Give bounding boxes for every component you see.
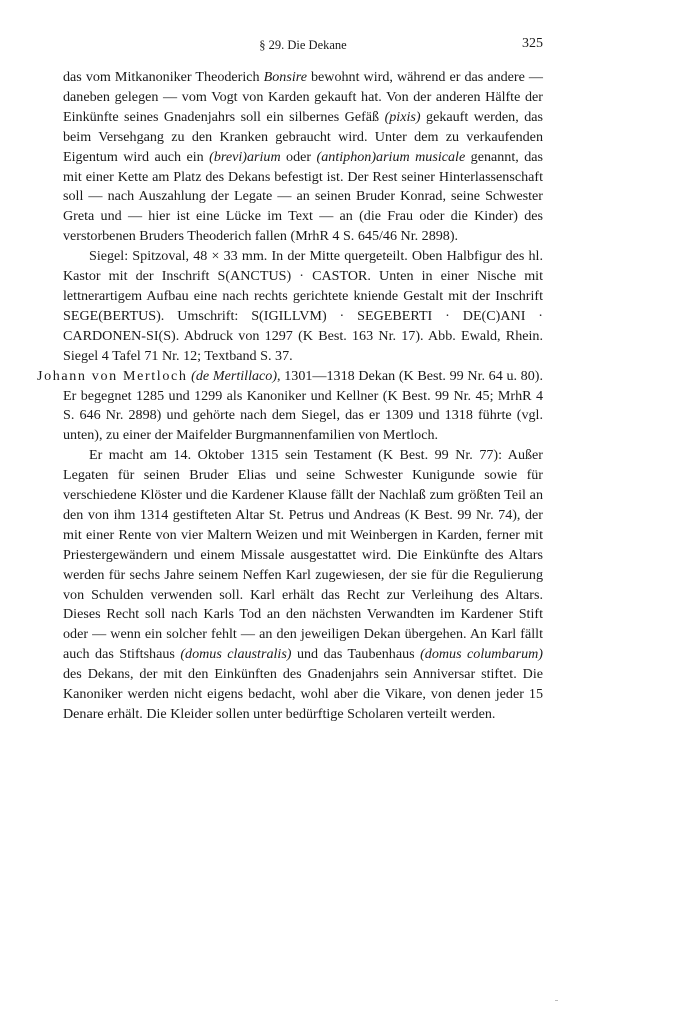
text-run: bewohnt wird, während er das andere — daneben gelegen — vom Vogt von Karden gekauft hat. Von der anderen Hälfte der Einkünfte seines Gnadenjahrs soll ein silbernes Gefäß xyxy=(63,69,543,125)
scan-mark xyxy=(555,1000,558,1001)
text-run: das vom Mitkanoniker Theoderich xyxy=(63,69,264,85)
entry-name: Johann von Mertloch xyxy=(37,367,188,384)
latin-term: (domus claustralis) xyxy=(180,646,292,663)
latin-term: (pixis) xyxy=(384,108,421,125)
text-run: des Dekans, der mit den Einkünften des Gnadenjahrs sein Anniversar stiftet. Die Kanoniker werden nicht eigens bedacht, wohl aber die Vikare, von denen jeder 15 Denare erhält. Die Kleider sollen unter bedürftige Scholaren verteilt werden. xyxy=(63,666,543,722)
paragraph-testament-theoderich xyxy=(63,68,543,247)
running-head: § 29. Die Dekane xyxy=(259,38,347,52)
page-header xyxy=(63,36,543,56)
latin-term: (brevi)arium xyxy=(209,148,281,165)
body-text xyxy=(37,68,543,725)
entry-johann-von-mertloch xyxy=(37,367,543,447)
text-run: Er macht am 14. Oktober 1315 sein Testament (K Best. 99 Nr. 77): Außer Legaten für seinen Bruder Elias und seine Schwester Kunigunde sowie für verschiedene Klöster und die Kardener Klause fällt der Nachlaß zum größten Teil an den von ihm 1314 gestifteten Altar St. Petrus und Andreas (K Best. 99 Nr. 74), der mit einer Rente von vier Maltern Weizen und mit Weinbergen in Karden, ferner mit Priestergewändern und einem Missale ausgestattet wird. Die Einkünfte des Altars werden für sechs Jahre seinem Neffen Karl zugewiesen, der sie für die Regulierung von Schulden verwenden soll. Karl erhält das Recht zur Verleihung des Altars. Dieses Recht soll nach Karls Tod an den nächsten Verwandten im Kardener Stift oder — wenn ein solcher fehlt — an den jeweiligen Dekan übergehen. An Karl fällt auch das Stiftshaus xyxy=(63,447,543,663)
latin-term: (antiphon)arium musicale xyxy=(316,148,466,165)
paragraph-seal: Siegel: Spitzoval, 48 × 33 mm. In der Mitte quergeteilt. Oben Halbfigur des hl. Kastor mit der Inschrift S(ANCTUS) · CASTOR. Unten in einer Nische mit lettnerartigem Aufbau eine nach rechts gerichtete kniende Gestalt mit der Inschrift SEGE(BERTUS). Umschrift: S(IGILLVM) · SEGEBERTI · DE(C)ANI · CARDONEN-SI(S). Abdruck von 1297 (K Best. 163 Nr. 17). Abb. Ewald, Rhein. Siegel 4 Tafel 71 Nr. 12; Textband S. 37. xyxy=(63,248,543,364)
text-run: gekauft werden, das beim Versehgang zu den Kranken gebraucht wird. Unter dem zu verkaufenden Eigentum wird auch ein xyxy=(63,108,543,165)
page-number: 325 xyxy=(522,36,543,51)
latin-term: Bonsire xyxy=(263,69,307,85)
text-run: und das Taubenhaus xyxy=(291,646,421,663)
text-run: oder xyxy=(280,148,317,165)
latin-term: (domus columbarum) xyxy=(420,646,543,663)
latin-name: (de Mertillaco) xyxy=(191,367,278,384)
text-run: genannt, das mit einer Kette am Platz des Dekans befestigt ist. Der Rest seiner Hinterlassenschaft soll — nach Auszahlung der Legate — an seinen Bruder Konrad, seine Schwester Greta und — hier ist eine Lücke im Text — an (die Frau oder die Kinder) des verstorbenen Bruders Theoderich fallen (MrhR 4 S. 645/46 Nr. 2898). xyxy=(63,148,543,245)
paragraph-testament-johann xyxy=(63,446,543,725)
entry-text: , 1301—1318 Dekan (K Best. 99 Nr. 64 u. 80). Er begegnet 1285 und 1299 als Kanoniker und Kellner (K Best. 99 Nr. 45; MrhR 4 S. 646 Nr. 2898) und gehörte nach dem Siegel, das er 1309 und 1318 führte (vgl. unten), zu einer der Maifelder Burgmannenfamilien von Mertloch. xyxy=(63,367,543,444)
